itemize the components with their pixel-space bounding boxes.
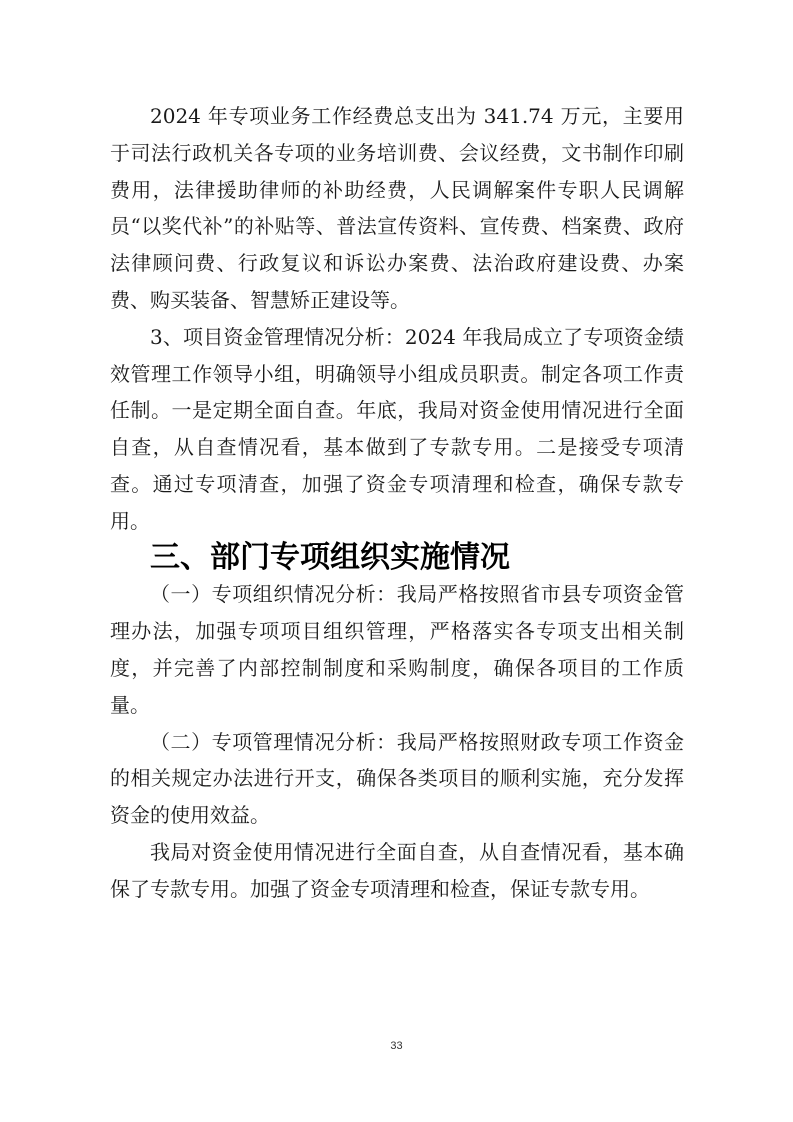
paragraph-expenditure: 2024 年专项业务工作经费总支出为 341.74 万元，主要用于司法行政机关各专项的业务培训费、会议经费，文书制作印刷费用，法律援助律师的补助经费，人民调解案件专职人民调解员“以奖代补”的补贴等、普法宣传资料、宣传费、档案费、政府法律顾问费、行政复议和诉讼办案费、法治政府建设费、办案费、购买装备、智慧矫正建设等。 [110, 104, 684, 312]
paragraph-management: （二）专项管理情况分析：我局严格按照财政专项工作资金的相关规定办法进行开支，确保各类项目的顺利实施，充分发挥资金的使用效益。 [110, 729, 684, 828]
section-heading: 三、部门专项组织实施情况 [150, 539, 510, 575]
paragraph-organization: （一）专项组织情况分析：我局严格按照省市县专项资金管理办法，加强专项项目组织管理，严格落实各专项支出相关制度，并完善了内部控制制度和采购制度，确保各项目的工作质量。 [110, 582, 684, 717]
paragraph-self-inspection: 我局对资金使用情况进行全面自查，从自查情况看，基本确保了专款专用。加强了资金专项清理和检查，保证专款专用。 [110, 839, 684, 901]
paragraph-fund-management: 3、项目资金管理情况分析：2024 年我局成立了专项资金绩效管理工作领导小组，明确领导小组成员职责。制定各项工作责任制。一是定期全面自查。年底，我局对资金使用情况进行全面自查，从自查情况看，基本做到了专款专用。二是接受专项清查。通过专项清查，加强了资金专项清理和检查，确保专款专用。 [110, 324, 684, 533]
document-body [110, 98, 684, 908]
page-number: 33 [390, 1040, 403, 1052]
